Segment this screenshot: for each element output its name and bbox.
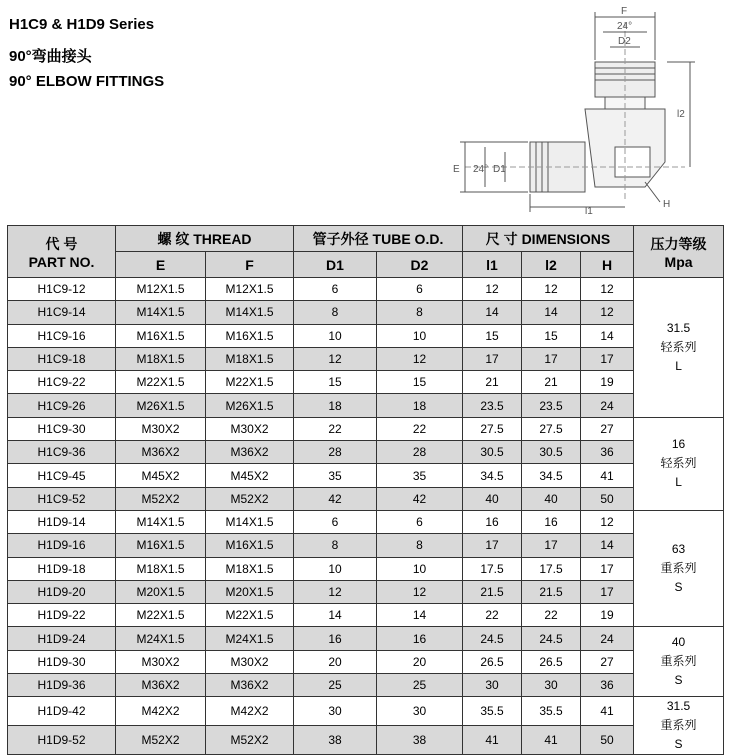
- pressure-code: S: [674, 580, 683, 595]
- cell-thread-f: M22X1.5: [206, 371, 294, 394]
- cell-thread-e: M18X1.5: [116, 557, 206, 580]
- cell-d2: 16: [377, 627, 463, 650]
- table-row: [8, 301, 724, 324]
- header-dimensions: 尺 寸 DIMENSIONS: [463, 226, 634, 252]
- cell-part-no: H1C9-22: [8, 371, 116, 394]
- cell-part-no: H1D9-22: [8, 604, 116, 627]
- cell-thread-e: M30X2: [116, 650, 206, 673]
- cell-l2: 22: [522, 604, 581, 627]
- cell-d1: 22: [294, 417, 377, 440]
- pressure-value: 40: [671, 635, 686, 650]
- cell-d2: 15: [377, 371, 463, 394]
- cell-d2: 8: [377, 301, 463, 324]
- cell-thread-f: M24X1.5: [206, 627, 294, 650]
- table-row: [8, 580, 724, 603]
- header-F: F: [206, 252, 294, 278]
- cell-part-no: H1D9-24: [8, 627, 116, 650]
- cell-h: 27: [581, 650, 634, 673]
- pressure-series: 重系列: [660, 654, 697, 669]
- header-E: E: [116, 252, 206, 278]
- table-row: [8, 347, 724, 370]
- cell-d2: 14: [377, 604, 463, 627]
- cell-l1: 21.5: [463, 580, 522, 603]
- table-row: [8, 464, 724, 487]
- cell-l2: 12: [522, 278, 581, 301]
- label-F: F: [621, 6, 628, 17]
- cell-part-no: H1C9-30: [8, 417, 116, 440]
- cell-d2: 20: [377, 650, 463, 673]
- cell-thread-e: M52X2: [116, 726, 206, 755]
- cell-l1: 26.5: [463, 650, 522, 673]
- cell-d2: 10: [377, 557, 463, 580]
- pressure-value: 16: [671, 437, 686, 452]
- cell-l1: 21: [463, 371, 522, 394]
- pressure-series: 轻系列: [660, 456, 697, 471]
- cell-part-no: H1D9-16: [8, 534, 116, 557]
- cell-part-no: H1C9-45: [8, 464, 116, 487]
- pressure-value: 63: [671, 542, 686, 557]
- pressure-code: L: [675, 475, 682, 490]
- cell-part-no: H1D9-36: [8, 674, 116, 697]
- header-pressure-cn: 压力等级: [650, 235, 707, 252]
- cell-l2: 40: [522, 487, 581, 510]
- header-part-en: PART NO.: [28, 253, 95, 270]
- table-row: [8, 417, 724, 440]
- cell-d1: 28: [294, 441, 377, 464]
- cell-d2: 30: [377, 697, 463, 726]
- cell-h: 36: [581, 674, 634, 697]
- cell-thread-e: M20X1.5: [116, 580, 206, 603]
- header-H: H: [581, 252, 634, 278]
- cell-thread-e: M14X1.5: [116, 301, 206, 324]
- cell-d1: 10: [294, 324, 377, 347]
- cell-h: 17: [581, 580, 634, 603]
- cell-thread-f: M52X2: [206, 726, 294, 755]
- table-row: [8, 278, 724, 301]
- cell-d1: 12: [294, 347, 377, 370]
- cell-h: 14: [581, 534, 634, 557]
- header-part-cn: 代 号: [45, 235, 78, 252]
- cell-thread-f: M36X2: [206, 674, 294, 697]
- header-part-no: [8, 226, 116, 278]
- cell-l2: 17: [522, 347, 581, 370]
- cell-l1: 34.5: [463, 464, 522, 487]
- cell-thread-f: M22X1.5: [206, 604, 294, 627]
- label-D2: D2: [618, 36, 631, 47]
- label-l2: l2: [677, 109, 685, 120]
- table-row: [8, 604, 724, 627]
- cell-h: 50: [581, 487, 634, 510]
- cell-l1: 12: [463, 278, 522, 301]
- cell-l2: 14: [522, 301, 581, 324]
- cell-l1: 24.5: [463, 627, 522, 650]
- cell-h: 12: [581, 510, 634, 533]
- cell-thread-e: M52X2: [116, 487, 206, 510]
- table-row: [8, 324, 724, 347]
- cell-l1: 17: [463, 347, 522, 370]
- pressure-value: 31.5: [666, 699, 691, 714]
- cell-thread-e: M22X1.5: [116, 604, 206, 627]
- cell-part-no: H1C9-26: [8, 394, 116, 417]
- cell-thread-f: M12X1.5: [206, 278, 294, 301]
- cell-thread-e: M14X1.5: [116, 510, 206, 533]
- pressure-group: [634, 417, 724, 510]
- cell-h: 12: [581, 278, 634, 301]
- cell-l1: 30.5: [463, 441, 522, 464]
- cell-d2: 42: [377, 487, 463, 510]
- cell-l1: 16: [463, 510, 522, 533]
- cell-l1: 30: [463, 674, 522, 697]
- pressure-code: L: [675, 358, 682, 373]
- cell-h: 24: [581, 627, 634, 650]
- cell-thread-f: M26X1.5: [206, 394, 294, 417]
- pressure-value: 31.5: [666, 320, 691, 335]
- title-chinese: 90°弯曲接头: [9, 48, 92, 65]
- cell-thread-e: M22X1.5: [116, 371, 206, 394]
- table-row: [8, 441, 724, 464]
- cell-thread-f: M14X1.5: [206, 510, 294, 533]
- cell-h: 50: [581, 726, 634, 755]
- cell-thread-f: M14X1.5: [206, 301, 294, 324]
- cell-thread-e: M16X1.5: [116, 324, 206, 347]
- cell-d1: 20: [294, 650, 377, 673]
- table-row: [8, 510, 724, 533]
- table-row: [8, 674, 724, 697]
- label-angle-left: 24°: [473, 164, 489, 175]
- cell-l2: 17.5: [522, 557, 581, 580]
- cell-l1: 23.5: [463, 394, 522, 417]
- cell-thread-f: M45X2: [206, 464, 294, 487]
- cell-thread-f: M18X1.5: [206, 347, 294, 370]
- cell-thread-e: M18X1.5: [116, 347, 206, 370]
- cell-h: 19: [581, 604, 634, 627]
- cell-d1: 16: [294, 627, 377, 650]
- pressure-group: [634, 510, 724, 626]
- cell-l2: 23.5: [522, 394, 581, 417]
- label-angle-top: 24°: [617, 21, 633, 32]
- cell-thread-e: M45X2: [116, 464, 206, 487]
- label-H: H: [663, 199, 671, 210]
- cell-d2: 6: [377, 510, 463, 533]
- cell-part-no: H1C9-18: [8, 347, 116, 370]
- cell-h: 14: [581, 324, 634, 347]
- cell-d2: 12: [377, 580, 463, 603]
- cell-l2: 34.5: [522, 464, 581, 487]
- cell-thread-f: M52X2: [206, 487, 294, 510]
- cell-l2: 21: [522, 371, 581, 394]
- cell-d1: 6: [294, 278, 377, 301]
- cell-h: 12: [581, 301, 634, 324]
- table-row: [8, 697, 724, 726]
- label-l1: l1: [585, 206, 593, 217]
- cell-thread-f: M30X2: [206, 650, 294, 673]
- header-l1: l1: [463, 252, 522, 278]
- cell-thread-f: M16X1.5: [206, 324, 294, 347]
- header-D1: D1: [294, 252, 377, 278]
- cell-part-no: H1C9-52: [8, 487, 116, 510]
- cell-part-no: H1C9-36: [8, 441, 116, 464]
- cell-d2: 8: [377, 534, 463, 557]
- cell-l2: 26.5: [522, 650, 581, 673]
- cell-l1: 15: [463, 324, 522, 347]
- pressure-series: 重系列: [660, 561, 697, 576]
- cell-thread-f: M36X2: [206, 441, 294, 464]
- cell-l2: 17: [522, 534, 581, 557]
- cell-d1: 8: [294, 301, 377, 324]
- table-row: [8, 726, 724, 755]
- cell-part-no: H1D9-42: [8, 697, 116, 726]
- pressure-group: [634, 278, 724, 418]
- header-D2: D2: [377, 252, 463, 278]
- cell-thread-f: M30X2: [206, 417, 294, 440]
- table-row: [8, 394, 724, 417]
- cell-l1: 22: [463, 604, 522, 627]
- cell-part-no: H1D9-20: [8, 580, 116, 603]
- cell-d1: 30: [294, 697, 377, 726]
- cell-thread-f: M18X1.5: [206, 557, 294, 580]
- cell-part-no: H1C9-14: [8, 301, 116, 324]
- cell-l2: 41: [522, 726, 581, 755]
- cell-h: 19: [581, 371, 634, 394]
- cell-l1: 41: [463, 726, 522, 755]
- pressure-series: 重系列: [660, 718, 697, 733]
- cell-thread-f: M42X2: [206, 697, 294, 726]
- table-row: [8, 534, 724, 557]
- header-l2: l2: [522, 252, 581, 278]
- cell-d2: 6: [377, 278, 463, 301]
- cell-h: 36: [581, 441, 634, 464]
- cell-d1: 6: [294, 510, 377, 533]
- table-row: [8, 650, 724, 673]
- cell-l2: 16: [522, 510, 581, 533]
- pressure-series: 轻系列: [660, 339, 697, 354]
- cell-thread-e: M26X1.5: [116, 394, 206, 417]
- cell-l2: 30: [522, 674, 581, 697]
- cell-d2: 25: [377, 674, 463, 697]
- header-tube: 管子外径 TUBE O.D.: [294, 226, 463, 252]
- cell-thread-e: M12X1.5: [116, 278, 206, 301]
- elbow-fitting-drawing: [445, 2, 715, 217]
- series-title: H1C9 & H1D9 Series: [9, 16, 155, 33]
- header-thread: 螺 纹 THREAD: [116, 226, 294, 252]
- cell-h: 17: [581, 557, 634, 580]
- header-pressure-en: Mpa: [664, 253, 693, 270]
- cell-part-no: H1D9-18: [8, 557, 116, 580]
- cell-thread-e: M36X2: [116, 441, 206, 464]
- table-row: [8, 371, 724, 394]
- cell-d1: 15: [294, 371, 377, 394]
- table-row: [8, 557, 724, 580]
- cell-d1: 42: [294, 487, 377, 510]
- cell-l1: 17.5: [463, 557, 522, 580]
- cell-l2: 21.5: [522, 580, 581, 603]
- cell-h: 24: [581, 394, 634, 417]
- pressure-code: S: [674, 673, 683, 688]
- cell-d1: 10: [294, 557, 377, 580]
- cell-l1: 35.5: [463, 697, 522, 726]
- table-body: [8, 278, 724, 755]
- cell-h: 41: [581, 464, 634, 487]
- cell-d1: 38: [294, 726, 377, 755]
- cell-part-no: H1D9-52: [8, 726, 116, 755]
- cell-d2: 38: [377, 726, 463, 755]
- cell-thread-e: M42X2: [116, 697, 206, 726]
- dimensions-table: [7, 225, 724, 755]
- cell-part-no: H1C9-16: [8, 324, 116, 347]
- cell-thread-e: M30X2: [116, 417, 206, 440]
- cell-l1: 40: [463, 487, 522, 510]
- cell-d1: 12: [294, 580, 377, 603]
- cell-part-no: H1D9-30: [8, 650, 116, 673]
- cell-d1: 8: [294, 534, 377, 557]
- cell-d2: 28: [377, 441, 463, 464]
- table-row: [8, 627, 724, 650]
- cell-l1: 17: [463, 534, 522, 557]
- label-D1: D1: [493, 164, 506, 175]
- cell-thread-e: M36X2: [116, 674, 206, 697]
- cell-d2: 18: [377, 394, 463, 417]
- cell-thread-f: M16X1.5: [206, 534, 294, 557]
- cell-thread-e: M24X1.5: [116, 627, 206, 650]
- cell-d1: 14: [294, 604, 377, 627]
- cell-h: 27: [581, 417, 634, 440]
- cell-d2: 10: [377, 324, 463, 347]
- cell-part-no: H1D9-14: [8, 510, 116, 533]
- cell-d2: 35: [377, 464, 463, 487]
- pressure-code: S: [674, 737, 683, 752]
- label-E: E: [453, 164, 460, 175]
- cell-l2: 24.5: [522, 627, 581, 650]
- cell-l2: 30.5: [522, 441, 581, 464]
- cell-d2: 12: [377, 347, 463, 370]
- cell-part-no: H1C9-12: [8, 278, 116, 301]
- cell-h: 17: [581, 347, 634, 370]
- pressure-group: [634, 627, 724, 697]
- title-english: 90° ELBOW FITTINGS: [9, 73, 165, 90]
- cell-l1: 14: [463, 301, 522, 324]
- pressure-group: [634, 697, 724, 755]
- cell-l1: 27.5: [463, 417, 522, 440]
- cell-d2: 22: [377, 417, 463, 440]
- cell-l2: 27.5: [522, 417, 581, 440]
- table-row: [8, 487, 724, 510]
- header-pressure: [634, 226, 724, 278]
- cell-thread-f: M20X1.5: [206, 580, 294, 603]
- cell-thread-e: M16X1.5: [116, 534, 206, 557]
- cell-d1: 18: [294, 394, 377, 417]
- cell-d1: 35: [294, 464, 377, 487]
- cell-l2: 35.5: [522, 697, 581, 726]
- cell-l2: 15: [522, 324, 581, 347]
- cell-d1: 25: [294, 674, 377, 697]
- cell-h: 41: [581, 697, 634, 726]
